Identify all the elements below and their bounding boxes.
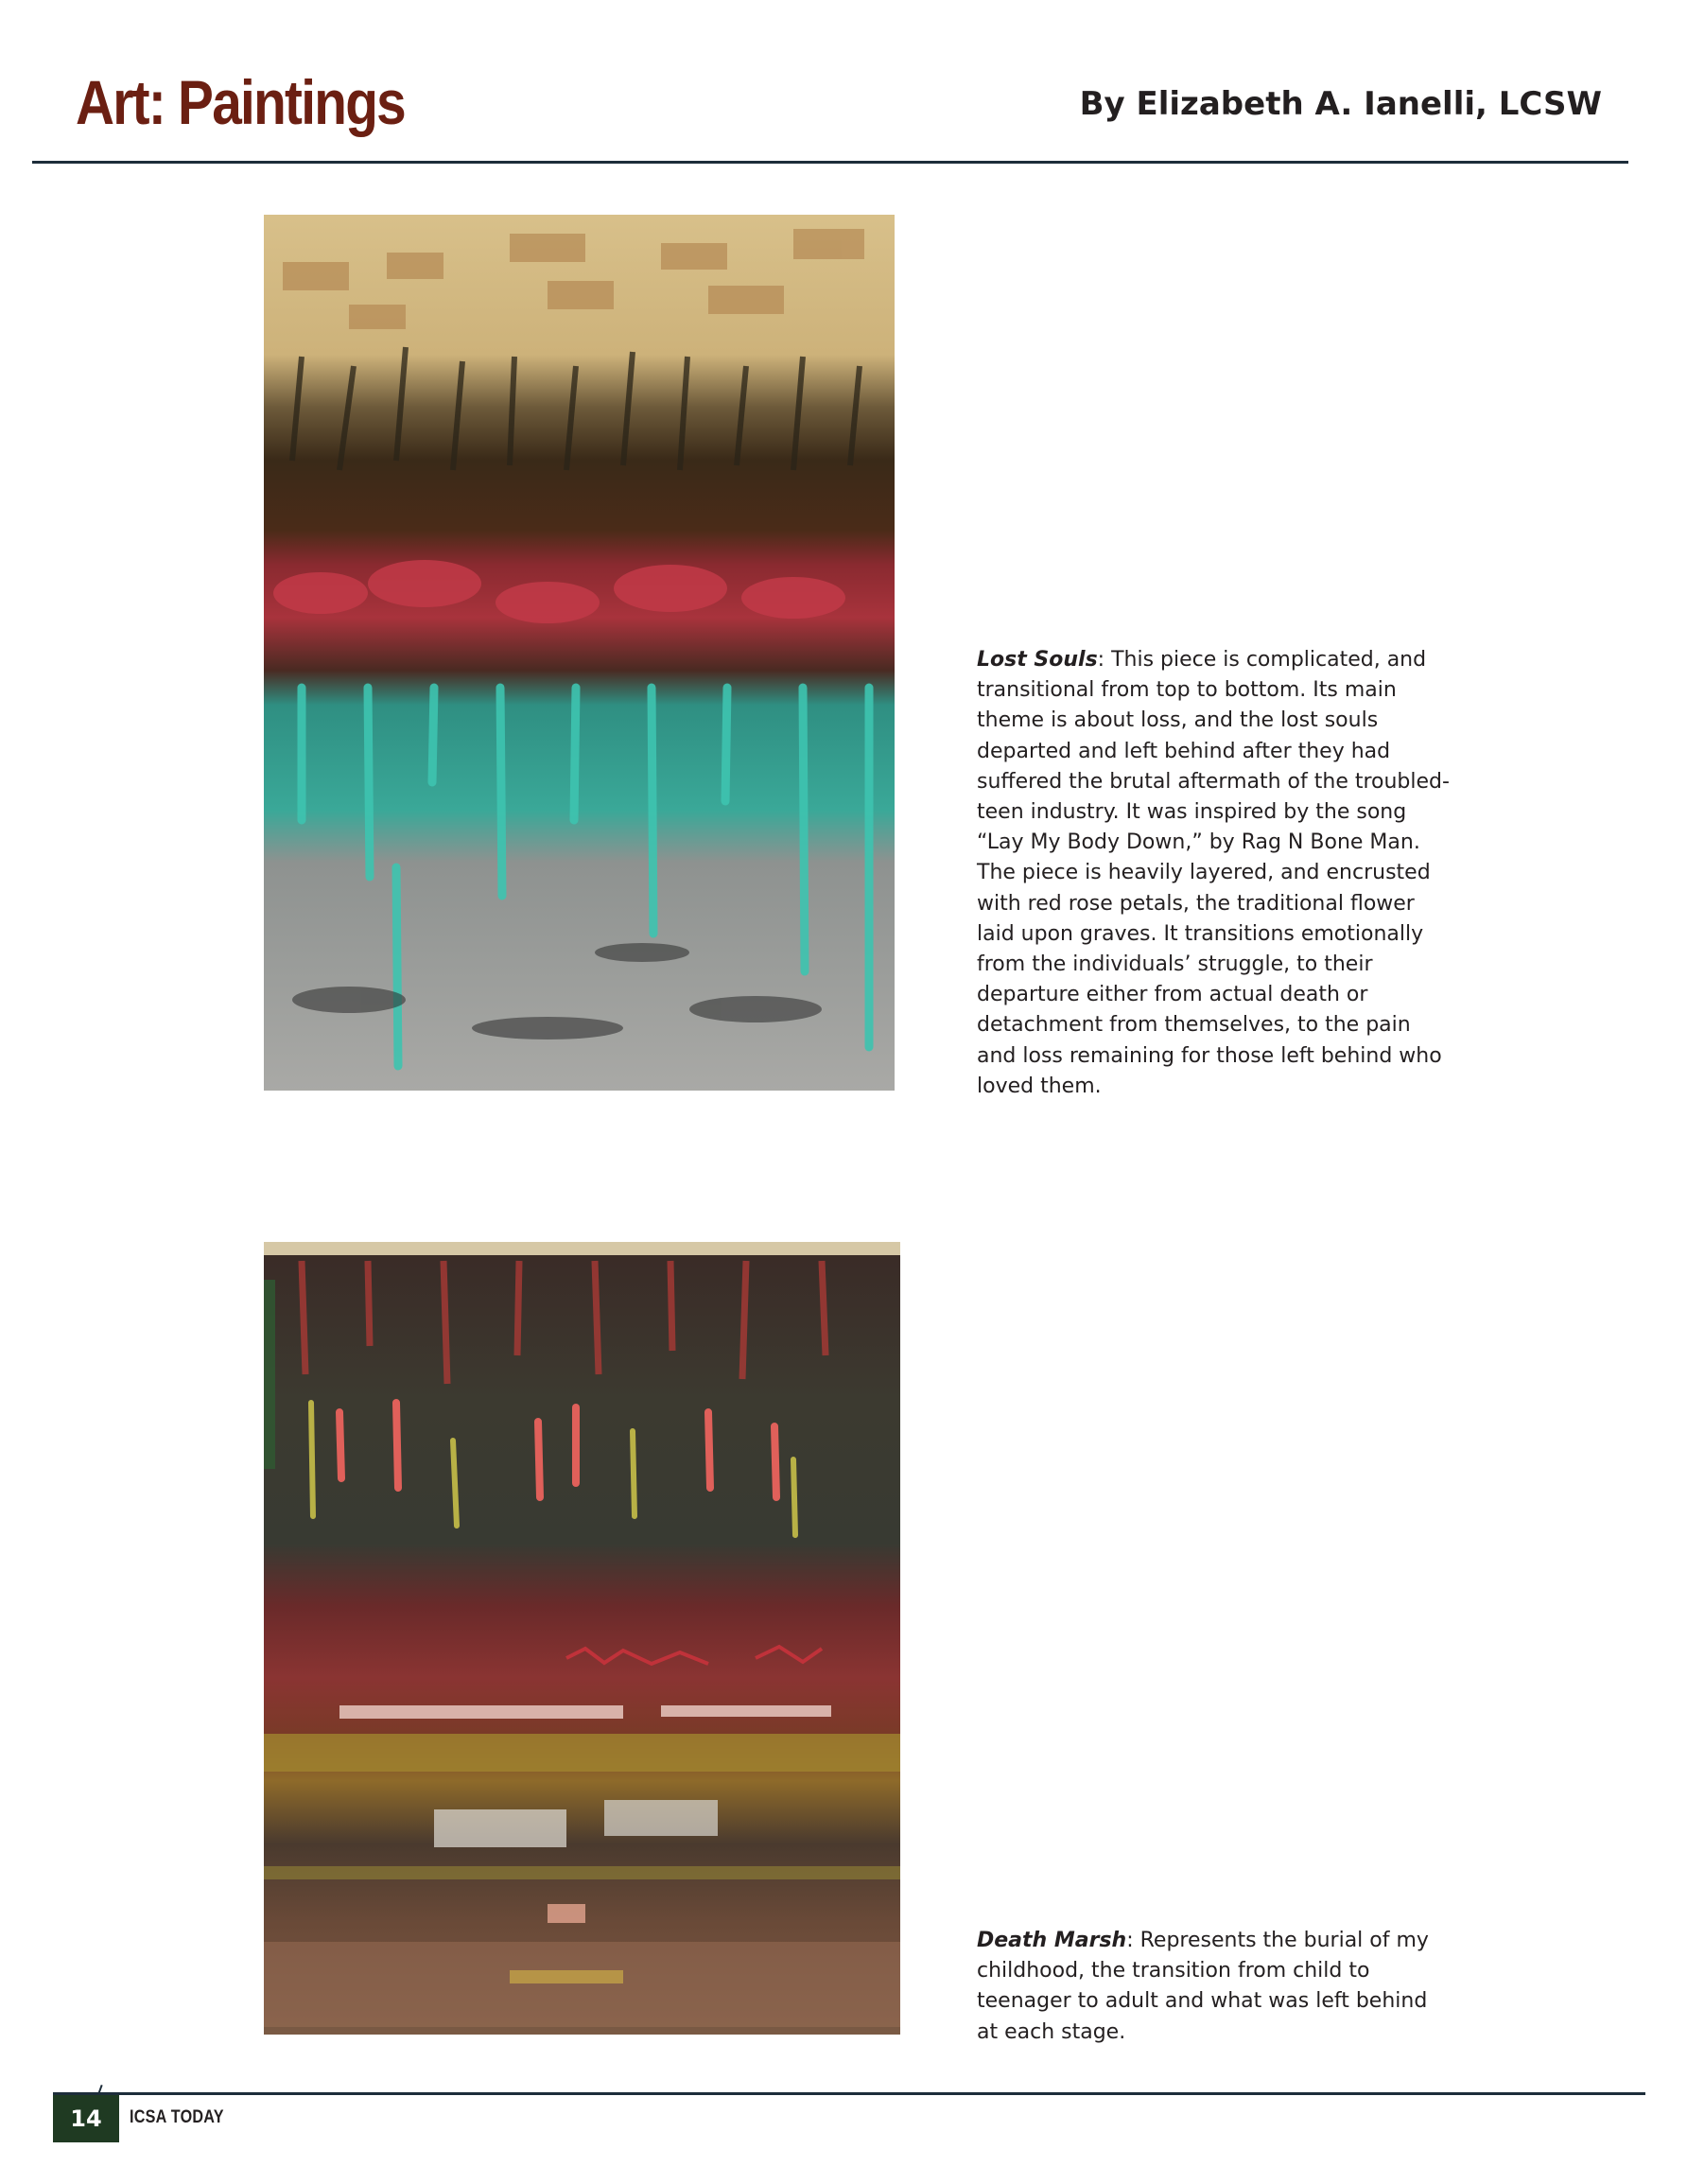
author-byline: By Elizabeth A. Ianelli, LCSW bbox=[1079, 85, 1602, 123]
death-marsh-painting bbox=[264, 1242, 900, 2035]
lost-souls-title: Lost Souls bbox=[977, 648, 1098, 672]
publication-name: ICSA TODAY bbox=[130, 2107, 224, 2127]
page-number: 14 bbox=[53, 2095, 119, 2142]
footer-divider bbox=[53, 2092, 1645, 2095]
death-marsh-description: : Represents the burial of my childhood, the transition from child to teenager to adult and what was left behind at each stage. bbox=[977, 1929, 1429, 2044]
section-title: Art: Paintings bbox=[76, 67, 406, 137]
lost-souls-description: : This piece is complicated, and transitional from top to bottom. Its main theme is about loss, and the lost souls departed and left behind after they had suffered the brutal aftermath of the troubled-teen industry. It was inspired by the song “Lay My Body Down,” by Rag N Bone Man. The piece is heavily layered, and encrusted with red rose petals, the traditional flower laid upon graves. It transitions emotionally from the individuals’ struggle, to their departure either from actual death or detachment from themselves, to the pain and loss remaining for those left behind who loved them. bbox=[977, 648, 1450, 1098]
header-divider bbox=[32, 161, 1628, 164]
death-marsh-title: Death Marsh bbox=[977, 1929, 1127, 1952]
death-marsh-caption bbox=[977, 1926, 1450, 2048]
lost-souls-painting bbox=[264, 215, 895, 1091]
lost-souls-caption bbox=[977, 645, 1450, 1102]
